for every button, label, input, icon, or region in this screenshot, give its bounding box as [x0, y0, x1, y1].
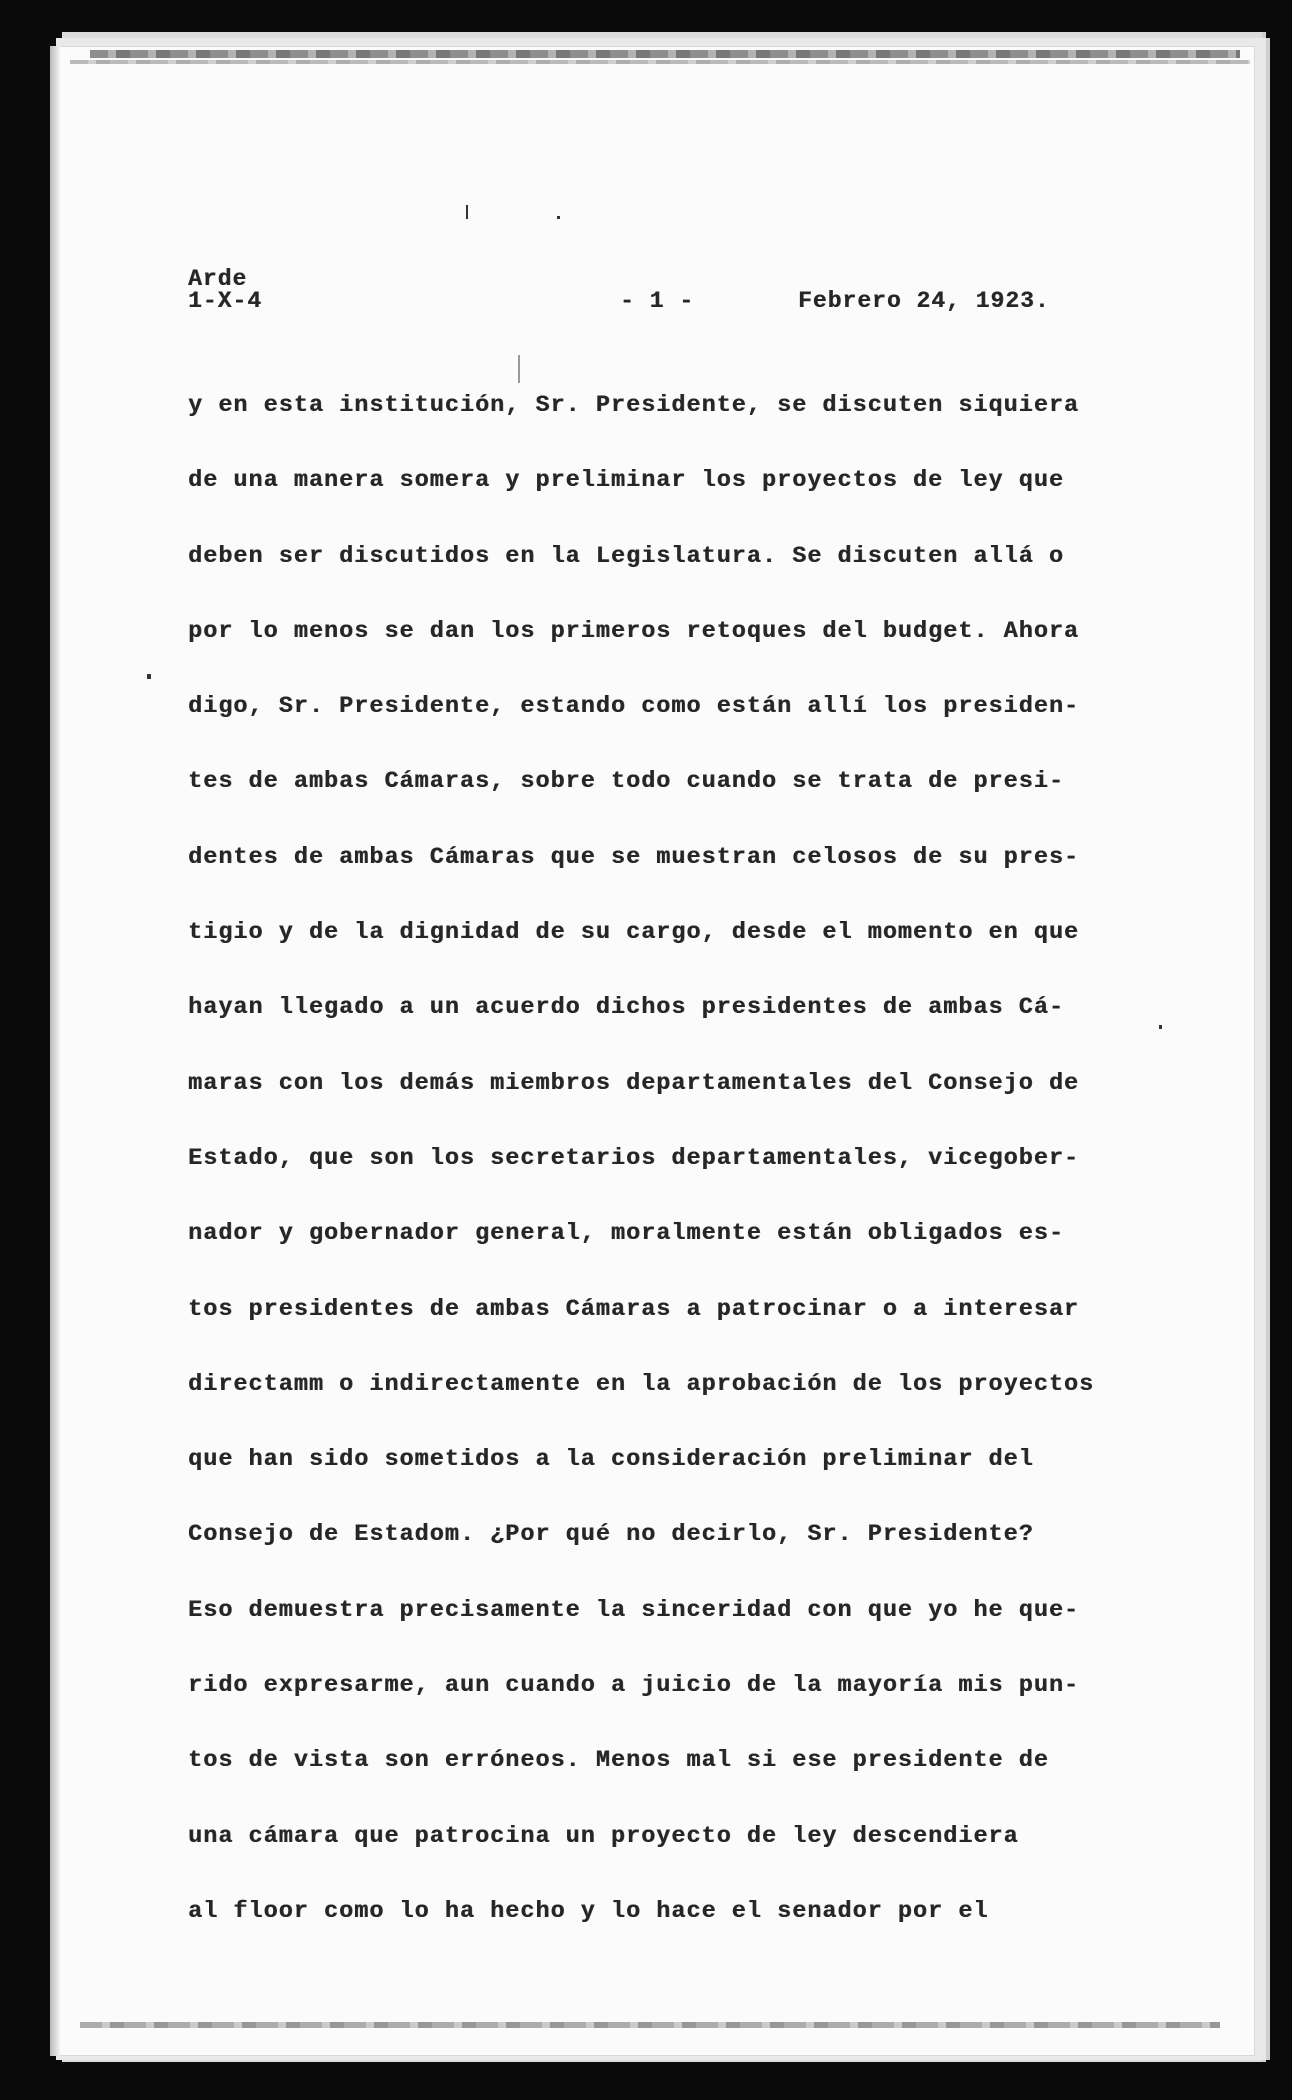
- stray-mark: [466, 205, 468, 219]
- page-left-edge: [50, 46, 60, 2056]
- top-carbon-smudge-faint: [70, 60, 1250, 64]
- document-body: [188, 392, 1188, 1973]
- body-line: Consejo de Estadom. ¿Por qué no decirlo, Sr. Presidente?: [188, 1521, 1034, 1549]
- body-line: deben ser discutidos en la Legislatura. Se discuten allá o: [188, 542, 1064, 570]
- stray-mark: [518, 355, 520, 383]
- body-line: directamm o indirectamente en la aprobación de los proyectos: [188, 1370, 1095, 1398]
- body-line: tigio y de la dignidad de su cargo, desde el momento en que: [188, 919, 1080, 947]
- body-line: nador y gobernador general, moralmente están obligados es-: [188, 1220, 1064, 1248]
- body-line: maras con los demás miembros departamentales del Consejo de: [188, 1069, 1080, 1097]
- document-code-line2: 1-X-4: [188, 288, 263, 314]
- body-line: hayan llegado a un acuerdo dichos presidentes de ambas Cá-: [188, 994, 1064, 1022]
- stray-mark: [557, 216, 560, 219]
- body-line: de una manera somera y preliminar los proyectos de ley que: [188, 467, 1064, 495]
- body-line: tos presidentes de ambas Cámaras a patrocinar o a interesar: [188, 1295, 1080, 1323]
- stray-mark: [147, 674, 151, 679]
- body-line: tos de vista son erróneos. Menos mal si ese presidente de: [188, 1747, 1049, 1775]
- body-line: rido expresarme, aun cuando a juicio de la mayoría mis pun-: [188, 1672, 1080, 1700]
- top-carbon-smudge: [90, 50, 1240, 58]
- bottom-carbon-smudge: [80, 2022, 1220, 2028]
- document-code: [188, 268, 262, 312]
- document-code-line1: Arde: [188, 266, 248, 292]
- body-line: Estado, que son los secretarios departamentales, vicegober-: [188, 1144, 1080, 1172]
- body-line: que han sido sometidos a la consideración preliminar del: [188, 1446, 1034, 1474]
- body-line: y en esta institución, Sr. Presidente, se discuten siquiera: [188, 392, 1080, 419]
- body-line: dentes de ambas Cámaras que se muestran celosos de su pres-: [188, 843, 1080, 871]
- body-line: por lo menos se dan los primeros retoques del budget. Ahora: [188, 617, 1080, 645]
- body-line: tes de ambas Cámaras, sobre todo cuando se trata de presi-: [188, 768, 1064, 796]
- document-date: Febrero 24, 1923.: [798, 288, 1050, 314]
- body-line: Eso demuestra precisamente la sinceridad con que yo he que-: [188, 1596, 1080, 1624]
- page-number: - 1 -: [620, 288, 695, 314]
- body-line: digo, Sr. Presidente, estando como están allí los presiden-: [188, 693, 1080, 721]
- body-line: al floor como lo ha hecho y lo hace el senador por el: [188, 1897, 989, 1925]
- body-line: una cámara que patrocina un proyecto de ley descendiera: [188, 1822, 1019, 1850]
